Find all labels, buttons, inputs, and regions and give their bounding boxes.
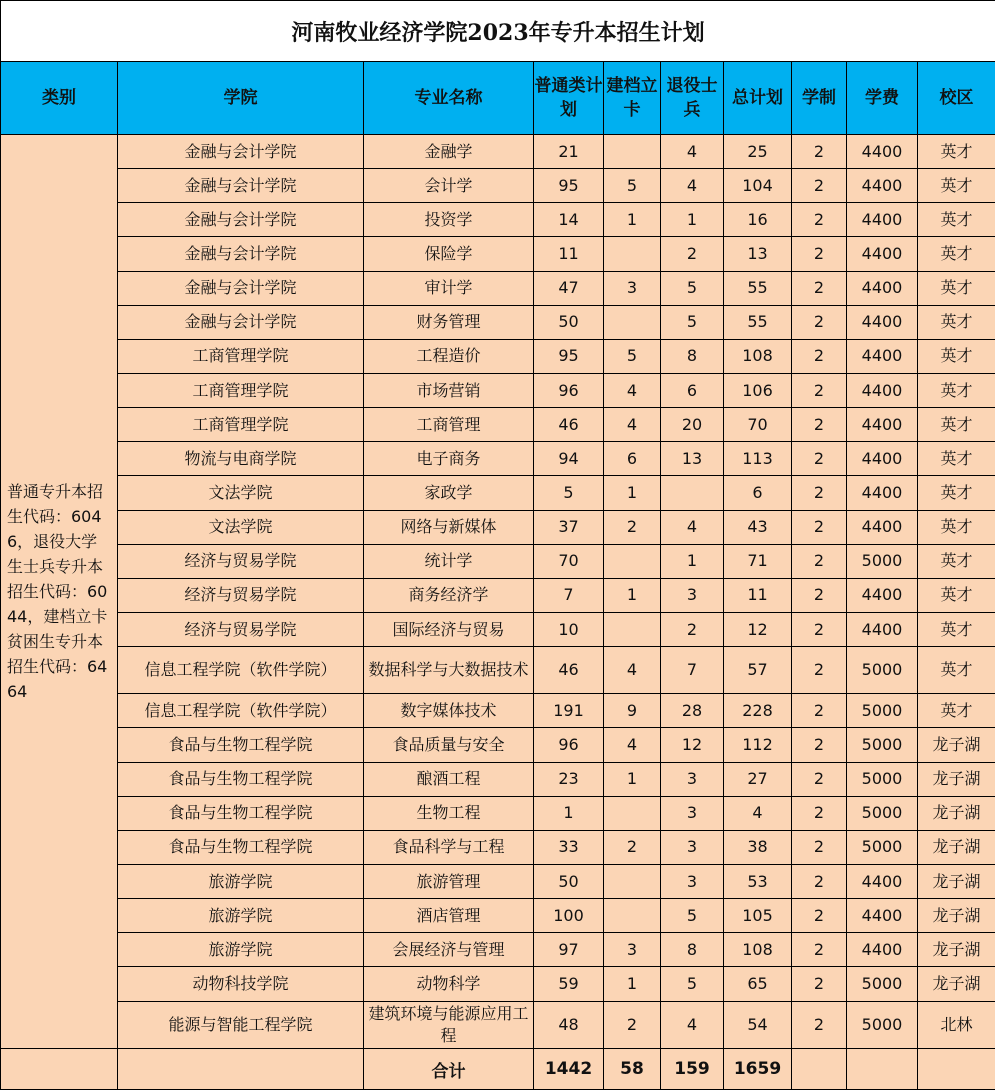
header-archived: 建档立卡 bbox=[604, 62, 661, 135]
cell-total: 71 bbox=[724, 544, 792, 578]
cell-major: 商务经济学 bbox=[364, 578, 534, 612]
cell-veteran: 2 bbox=[661, 612, 724, 646]
cell-veteran: 3 bbox=[661, 865, 724, 899]
cell-archived: 4 bbox=[604, 647, 661, 694]
cell-major: 工程造价 bbox=[364, 339, 534, 373]
cell-fee: 4400 bbox=[847, 510, 918, 544]
cell-college: 食品与生物工程学院 bbox=[118, 796, 364, 830]
cell-major: 国际经济与贸易 bbox=[364, 612, 534, 646]
header-major: 专业名称 bbox=[364, 62, 534, 135]
cell-college: 能源与智能工程学院 bbox=[118, 1001, 364, 1048]
cell-years: 2 bbox=[792, 271, 847, 305]
cell-college: 物流与电商学院 bbox=[118, 442, 364, 476]
cell-campus: 英才 bbox=[918, 237, 995, 271]
cell-fee: 5000 bbox=[847, 796, 918, 830]
cell-veteran: 5 bbox=[661, 967, 724, 1001]
cell-major: 酒店管理 bbox=[364, 899, 534, 933]
cell-total: 16 bbox=[724, 203, 792, 237]
cell-regular: 97 bbox=[534, 933, 604, 967]
cell-regular: 23 bbox=[534, 762, 604, 796]
cell-fee: 4400 bbox=[847, 476, 918, 510]
table-row bbox=[1, 830, 995, 864]
cell-regular: 46 bbox=[534, 647, 604, 694]
cell-archived: 9 bbox=[604, 694, 661, 728]
cell-campus: 龙子湖 bbox=[918, 933, 995, 967]
cell-total: 43 bbox=[724, 510, 792, 544]
cell-total: 228 bbox=[724, 694, 792, 728]
cell-college: 金融与会计学院 bbox=[118, 271, 364, 305]
cell-total: 112 bbox=[724, 728, 792, 762]
table-row bbox=[1, 694, 995, 728]
cell-campus: 龙子湖 bbox=[918, 728, 995, 762]
cell-fee: 5000 bbox=[847, 1001, 918, 1048]
cell-major: 生物工程 bbox=[364, 796, 534, 830]
cell-college: 信息工程学院（软件学院） bbox=[118, 694, 364, 728]
cell-total: 13 bbox=[724, 237, 792, 271]
cell-major: 旅游管理 bbox=[364, 865, 534, 899]
table-row bbox=[1, 796, 995, 830]
cell-total: 38 bbox=[724, 830, 792, 864]
table-row bbox=[1, 135, 995, 169]
cell-campus: 北林 bbox=[918, 1001, 995, 1048]
cell-college: 金融与会计学院 bbox=[118, 305, 364, 339]
table-row bbox=[1, 442, 995, 476]
cell-veteran: 2 bbox=[661, 237, 724, 271]
cell-major: 酿酒工程 bbox=[364, 762, 534, 796]
cell-years: 2 bbox=[792, 442, 847, 476]
cell-fee: 5000 bbox=[847, 694, 918, 728]
cell-archived: 3 bbox=[604, 933, 661, 967]
cell-years: 2 bbox=[792, 169, 847, 203]
cell-college: 食品与生物工程学院 bbox=[118, 830, 364, 864]
cell-regular: 50 bbox=[534, 305, 604, 339]
cell-college: 经济与贸易学院 bbox=[118, 544, 364, 578]
header-total: 总计划 bbox=[724, 62, 792, 135]
cell-fee: 4400 bbox=[847, 578, 918, 612]
cell-regular: 5 bbox=[534, 476, 604, 510]
cell-college: 工商管理学院 bbox=[118, 408, 364, 442]
table-row bbox=[1, 967, 995, 1001]
cell-regular: 7 bbox=[534, 578, 604, 612]
cell-fee: 4400 bbox=[847, 373, 918, 407]
cell-campus: 英才 bbox=[918, 578, 995, 612]
cell-total: 25 bbox=[724, 135, 792, 169]
table-row bbox=[1, 1001, 995, 1048]
cell-campus: 龙子湖 bbox=[918, 796, 995, 830]
cell-college: 经济与贸易学院 bbox=[118, 612, 364, 646]
cell-regular: 96 bbox=[534, 728, 604, 762]
table-row bbox=[1, 305, 995, 339]
cell-campus: 英才 bbox=[918, 339, 995, 373]
cell-fee: 4400 bbox=[847, 899, 918, 933]
cell-total: 65 bbox=[724, 967, 792, 1001]
cell-years: 2 bbox=[792, 933, 847, 967]
cell-campus: 龙子湖 bbox=[918, 830, 995, 864]
cell-fee: 5000 bbox=[847, 544, 918, 578]
cell-years: 2 bbox=[792, 1001, 847, 1048]
cell-archived: 1 bbox=[604, 762, 661, 796]
cell-veteran: 8 bbox=[661, 339, 724, 373]
cell-veteran: 5 bbox=[661, 899, 724, 933]
cell-veteran: 1 bbox=[661, 544, 724, 578]
cell-archived bbox=[604, 135, 661, 169]
cell-years: 2 bbox=[792, 476, 847, 510]
cell-regular: 48 bbox=[534, 1001, 604, 1048]
cell-total: 57 bbox=[724, 647, 792, 694]
cell-years: 2 bbox=[792, 135, 847, 169]
totals-total: 1659 bbox=[724, 1049, 792, 1090]
cell-years: 2 bbox=[792, 612, 847, 646]
cell-regular: 50 bbox=[534, 865, 604, 899]
cell-major: 数据科学与大数据技术 bbox=[364, 647, 534, 694]
cell-major: 投资学 bbox=[364, 203, 534, 237]
header-fee: 学费 bbox=[847, 62, 918, 135]
cell-major: 统计学 bbox=[364, 544, 534, 578]
cell-fee: 4400 bbox=[847, 135, 918, 169]
cell-total: 27 bbox=[724, 762, 792, 796]
cell-regular: 95 bbox=[534, 339, 604, 373]
cell-archived: 2 bbox=[604, 830, 661, 864]
cell-major: 工商管理 bbox=[364, 408, 534, 442]
cell-major: 金融学 bbox=[364, 135, 534, 169]
cell-college: 旅游学院 bbox=[118, 933, 364, 967]
cell-archived bbox=[604, 237, 661, 271]
cell-archived: 1 bbox=[604, 967, 661, 1001]
cell-regular: 37 bbox=[534, 510, 604, 544]
cell-regular: 10 bbox=[534, 612, 604, 646]
cell-archived bbox=[604, 899, 661, 933]
cell-college: 经济与贸易学院 bbox=[118, 578, 364, 612]
cell-regular: 100 bbox=[534, 899, 604, 933]
cell-archived: 1 bbox=[604, 476, 661, 510]
cell-college: 旅游学院 bbox=[118, 899, 364, 933]
cell-campus: 英才 bbox=[918, 135, 995, 169]
cell-major: 审计学 bbox=[364, 271, 534, 305]
cell-major: 财务管理 bbox=[364, 305, 534, 339]
cell-campus: 英才 bbox=[918, 305, 995, 339]
cell-regular: 46 bbox=[534, 408, 604, 442]
cell-campus: 英才 bbox=[918, 612, 995, 646]
cell-major: 网络与新媒体 bbox=[364, 510, 534, 544]
cell-campus: 英才 bbox=[918, 408, 995, 442]
cell-veteran: 7 bbox=[661, 647, 724, 694]
cell-college: 食品与生物工程学院 bbox=[118, 728, 364, 762]
totals-label: 合计 bbox=[364, 1049, 534, 1090]
table-row bbox=[1, 169, 995, 203]
cell-years: 2 bbox=[792, 865, 847, 899]
cell-years: 2 bbox=[792, 510, 847, 544]
cell-archived: 2 bbox=[604, 1001, 661, 1048]
cell-major: 会计学 bbox=[364, 169, 534, 203]
totals-empty-cell bbox=[918, 1049, 995, 1090]
cell-veteran: 4 bbox=[661, 135, 724, 169]
cell-total: 12 bbox=[724, 612, 792, 646]
cell-years: 2 bbox=[792, 237, 847, 271]
cell-fee: 4400 bbox=[847, 933, 918, 967]
cell-regular: 94 bbox=[534, 442, 604, 476]
cell-total: 54 bbox=[724, 1001, 792, 1048]
table-row bbox=[1, 373, 995, 407]
cell-college: 金融与会计学院 bbox=[118, 237, 364, 271]
cell-veteran: 3 bbox=[661, 578, 724, 612]
table-body bbox=[1, 135, 995, 1049]
cell-regular: 59 bbox=[534, 967, 604, 1001]
cell-campus: 英才 bbox=[918, 476, 995, 510]
cell-college: 旅游学院 bbox=[118, 865, 364, 899]
cell-major: 电子商务 bbox=[364, 442, 534, 476]
cell-campus: 英才 bbox=[918, 647, 995, 694]
cell-college: 文法学院 bbox=[118, 476, 364, 510]
table-row bbox=[1, 728, 995, 762]
cell-regular: 14 bbox=[534, 203, 604, 237]
header-veteran: 退役士兵 bbox=[661, 62, 724, 135]
cell-years: 2 bbox=[792, 796, 847, 830]
cell-archived: 4 bbox=[604, 373, 661, 407]
cell-total: 108 bbox=[724, 933, 792, 967]
cell-archived bbox=[604, 796, 661, 830]
cell-total: 6 bbox=[724, 476, 792, 510]
table-row bbox=[1, 578, 995, 612]
table-row bbox=[1, 865, 995, 899]
cell-total: 104 bbox=[724, 169, 792, 203]
cell-veteran: 1 bbox=[661, 203, 724, 237]
cell-fee: 5000 bbox=[847, 647, 918, 694]
cell-college: 金融与会计学院 bbox=[118, 169, 364, 203]
header-row bbox=[1, 62, 995, 135]
cell-major: 数字媒体技术 bbox=[364, 694, 534, 728]
cell-campus: 英才 bbox=[918, 169, 995, 203]
cell-college: 金融与会计学院 bbox=[118, 135, 364, 169]
cell-archived bbox=[604, 544, 661, 578]
totals-empty-cell bbox=[118, 1049, 364, 1090]
cell-archived: 6 bbox=[604, 442, 661, 476]
cell-years: 2 bbox=[792, 408, 847, 442]
cell-veteran: 28 bbox=[661, 694, 724, 728]
cell-total: 55 bbox=[724, 305, 792, 339]
cell-fee: 4400 bbox=[847, 203, 918, 237]
cell-fee: 4400 bbox=[847, 237, 918, 271]
cell-years: 2 bbox=[792, 544, 847, 578]
cell-major: 食品科学与工程 bbox=[364, 830, 534, 864]
page-title: 河南牧业经济学院2023年专升本招生计划 bbox=[1, 1, 995, 62]
totals-empty-cell bbox=[792, 1049, 847, 1090]
cell-regular: 21 bbox=[534, 135, 604, 169]
cell-college: 金融与会计学院 bbox=[118, 203, 364, 237]
cell-archived bbox=[604, 612, 661, 646]
cell-major: 会展经济与管理 bbox=[364, 933, 534, 967]
header-college: 学院 bbox=[118, 62, 364, 135]
cell-major: 保险学 bbox=[364, 237, 534, 271]
cell-campus: 英才 bbox=[918, 271, 995, 305]
totals-archived: 58 bbox=[604, 1049, 661, 1090]
cell-total: 113 bbox=[724, 442, 792, 476]
cell-campus: 龙子湖 bbox=[918, 899, 995, 933]
cell-regular: 1 bbox=[534, 796, 604, 830]
cell-years: 2 bbox=[792, 728, 847, 762]
totals-regular: 1442 bbox=[534, 1049, 604, 1090]
cell-years: 2 bbox=[792, 647, 847, 694]
cell-fee: 5000 bbox=[847, 728, 918, 762]
cell-major: 家政学 bbox=[364, 476, 534, 510]
cell-major: 食品质量与安全 bbox=[364, 728, 534, 762]
cell-veteran: 8 bbox=[661, 933, 724, 967]
cell-archived: 3 bbox=[604, 271, 661, 305]
table-row bbox=[1, 476, 995, 510]
cell-college: 食品与生物工程学院 bbox=[118, 762, 364, 796]
table-row bbox=[1, 271, 995, 305]
cell-campus: 英才 bbox=[918, 203, 995, 237]
cell-regular: 191 bbox=[534, 694, 604, 728]
cell-regular: 47 bbox=[534, 271, 604, 305]
cell-regular: 33 bbox=[534, 830, 604, 864]
table-row bbox=[1, 544, 995, 578]
cell-college: 文法学院 bbox=[118, 510, 364, 544]
cell-fee: 5000 bbox=[847, 967, 918, 1001]
cell-campus: 龙子湖 bbox=[918, 762, 995, 796]
cell-college: 动物科技学院 bbox=[118, 967, 364, 1001]
cell-veteran: 4 bbox=[661, 169, 724, 203]
table-row bbox=[1, 647, 995, 694]
header-category: 类别 bbox=[1, 62, 118, 135]
totals-row bbox=[1, 1049, 995, 1090]
cell-veteran: 4 bbox=[661, 510, 724, 544]
cell-archived: 2 bbox=[604, 510, 661, 544]
table-row bbox=[1, 408, 995, 442]
cell-fee: 4400 bbox=[847, 339, 918, 373]
cell-archived: 5 bbox=[604, 339, 661, 373]
cell-total: 105 bbox=[724, 899, 792, 933]
cell-veteran: 12 bbox=[661, 728, 724, 762]
cell-years: 2 bbox=[792, 578, 847, 612]
cell-veteran: 6 bbox=[661, 373, 724, 407]
cell-fee: 5000 bbox=[847, 830, 918, 864]
cell-years: 2 bbox=[792, 967, 847, 1001]
cell-years: 2 bbox=[792, 339, 847, 373]
cell-campus: 英才 bbox=[918, 373, 995, 407]
cell-veteran: 20 bbox=[661, 408, 724, 442]
cell-total: 108 bbox=[724, 339, 792, 373]
cell-campus: 英才 bbox=[918, 442, 995, 476]
table-row bbox=[1, 933, 995, 967]
cell-regular: 95 bbox=[534, 169, 604, 203]
cell-veteran: 3 bbox=[661, 830, 724, 864]
cell-fee: 4400 bbox=[847, 271, 918, 305]
cell-years: 2 bbox=[792, 830, 847, 864]
cell-regular: 11 bbox=[534, 237, 604, 271]
cell-veteran: 3 bbox=[661, 796, 724, 830]
cell-veteran: 3 bbox=[661, 762, 724, 796]
table-row bbox=[1, 339, 995, 373]
cell-archived: 1 bbox=[604, 578, 661, 612]
header-years: 学制 bbox=[792, 62, 847, 135]
cell-veteran: 5 bbox=[661, 305, 724, 339]
cell-campus: 英才 bbox=[918, 694, 995, 728]
cell-years: 2 bbox=[792, 305, 847, 339]
cell-archived: 4 bbox=[604, 728, 661, 762]
cell-total: 4 bbox=[724, 796, 792, 830]
cell-total: 11 bbox=[724, 578, 792, 612]
cell-campus: 龙子湖 bbox=[918, 865, 995, 899]
cell-veteran: 13 bbox=[661, 442, 724, 476]
cell-fee: 4400 bbox=[847, 612, 918, 646]
cell-years: 2 bbox=[792, 762, 847, 796]
cell-campus: 龙子湖 bbox=[918, 967, 995, 1001]
totals-veteran: 159 bbox=[661, 1049, 724, 1090]
totals-empty-cell bbox=[847, 1049, 918, 1090]
cell-major: 市场营销 bbox=[364, 373, 534, 407]
cell-campus: 英才 bbox=[918, 510, 995, 544]
cell-archived bbox=[604, 305, 661, 339]
cell-veteran bbox=[661, 476, 724, 510]
table-row bbox=[1, 762, 995, 796]
cell-archived: 4 bbox=[604, 408, 661, 442]
cell-total: 70 bbox=[724, 408, 792, 442]
cell-fee: 4400 bbox=[847, 169, 918, 203]
cell-years: 2 bbox=[792, 694, 847, 728]
cell-years: 2 bbox=[792, 899, 847, 933]
cell-archived: 5 bbox=[604, 169, 661, 203]
cell-regular: 70 bbox=[534, 544, 604, 578]
cell-major: 动物科学 bbox=[364, 967, 534, 1001]
cell-campus: 英才 bbox=[918, 544, 995, 578]
table-row bbox=[1, 237, 995, 271]
cell-veteran: 4 bbox=[661, 1001, 724, 1048]
table-row bbox=[1, 510, 995, 544]
category-cell: 普通专升本招生代码：6046，退役大学生士兵专升本招生代码：6044，建档立卡贫困生专升本招生代码：6464 bbox=[1, 135, 118, 1049]
cell-major: 建筑环境与能源应用工程 bbox=[364, 1001, 534, 1048]
cell-years: 2 bbox=[792, 373, 847, 407]
cell-college: 信息工程学院（软件学院） bbox=[118, 647, 364, 694]
cell-archived: 1 bbox=[604, 203, 661, 237]
cell-college: 工商管理学院 bbox=[118, 339, 364, 373]
cell-total: 55 bbox=[724, 271, 792, 305]
table-row bbox=[1, 899, 995, 933]
cell-fee: 4400 bbox=[847, 865, 918, 899]
cell-college: 工商管理学院 bbox=[118, 373, 364, 407]
cell-fee: 4400 bbox=[847, 442, 918, 476]
header-regular: 普通类计划 bbox=[534, 62, 604, 135]
cell-fee: 4400 bbox=[847, 305, 918, 339]
header-campus: 校区 bbox=[918, 62, 995, 135]
cell-archived bbox=[604, 865, 661, 899]
cell-total: 106 bbox=[724, 373, 792, 407]
cell-veteran: 5 bbox=[661, 271, 724, 305]
cell-total: 53 bbox=[724, 865, 792, 899]
table-row bbox=[1, 612, 995, 646]
table-row bbox=[1, 203, 995, 237]
cell-years: 2 bbox=[792, 203, 847, 237]
cell-regular: 96 bbox=[534, 373, 604, 407]
cell-fee: 5000 bbox=[847, 762, 918, 796]
totals-empty-cell bbox=[1, 1049, 118, 1090]
cell-fee: 4400 bbox=[847, 408, 918, 442]
